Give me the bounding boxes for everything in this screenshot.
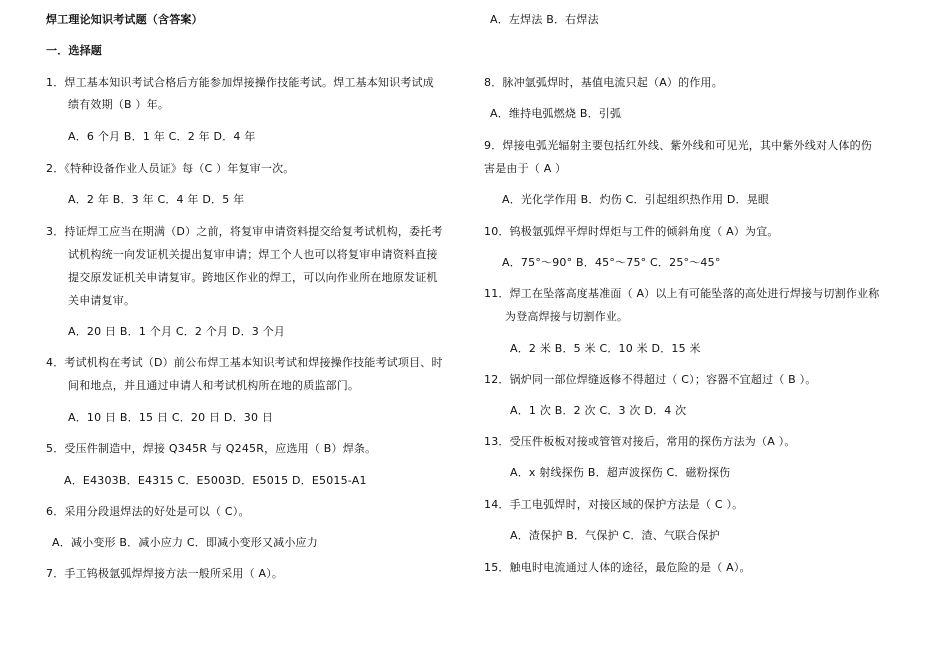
q14-options: A．渣保护 B．气保护 C．渣、气联合保护 <box>510 529 720 542</box>
q2-options: A．2 年 B．3 年 C．4 年 D．5 年 <box>68 193 245 206</box>
q2-text-line1: 2．《特种设备作业人员证》每（C ）年复审一次。 <box>46 162 295 175</box>
q9-text-line2: 害是由于（ A ） <box>484 162 567 175</box>
q13-text-line1: 13．受压件板板对接或管管对接后，常用的探伤方法为（A ）。 <box>484 435 796 448</box>
q3-text-line2: 试机构统一向发证机关提出复审申请；焊工个人也可以将复审申请资料直接 <box>68 248 438 261</box>
q3-text-line3: 提交原发证机关申请复审。跨地区作业的焊工，可以向作业所在地原发证机 <box>68 271 438 284</box>
q4-text-line2: 间和地点，并且通过申请人和考试机构所在地的质监部门。 <box>68 379 360 392</box>
section-heading: 一．选择题 <box>46 44 102 57</box>
doc-title: 焊工理论知识考试题（含答案） <box>46 13 203 26</box>
q15-text-line1: 15．触电时电流通过人体的途径，最危险的是（ A）。 <box>484 561 751 574</box>
q5-text-line1: 5．受压件制造中，焊接 Q345R 与 Q245R，应选用（ B）焊条。 <box>46 442 377 455</box>
q8-text-line1: 8．脉冲氩弧焊时，基值电流只起（A）的作用。 <box>484 76 723 89</box>
q11-text-line1: 11．焊工在坠落高度基准面（ A）以上有可能坠落的高处进行焊接与切割作业称 <box>484 287 880 300</box>
q12-options: A．1 次 B．2 次 C．3 次 D．4 次 <box>510 404 687 417</box>
q4-text-line1: 4．考试机构在考试（D）前公布焊工基本知识考试和焊接操作技能考试项目、时 <box>46 356 443 369</box>
q1-text-line1: 1．焊工基本知识考试合格后方能参加焊接操作技能考试。焊工基本知识考试成 <box>46 76 434 89</box>
q9-options: A．光化学作用 B．灼伤 C．引起组织热作用 D．晃眼 <box>502 193 770 206</box>
q6-text-line1: 6．采用分段退焊法的好处是可以（ C）。 <box>46 505 250 518</box>
q14-text-line1: 14．手工电弧焊时，对接区域的保护方法是（ C ）。 <box>484 498 744 511</box>
q9-text-line1: 9．焊接电弧光辐射主要包括红外线、紫外线和可见光，其中紫外线对人体的伤 <box>484 139 872 152</box>
q10-options: A．75°～90° B．45°～75° C．25°～45° <box>502 256 721 269</box>
q1-options: A．6 个月 B．1 年 C．2 年 D．4 年 <box>68 130 256 143</box>
q12-text-line1: 12．锅炉同一部位焊缝返修不得超过（ C）；容器不宜超过（ B ）。 <box>484 373 817 386</box>
q1-text-line2: 绩有效期（B ）年。 <box>68 98 170 111</box>
q10-text-line1: 10．钨极氩弧焊平焊时焊炬与工件的倾斜角度（ A）为宜。 <box>484 225 779 238</box>
q6-options: A．减小变形 B．减小应力 C．即减小变形又减小应力 <box>52 536 318 549</box>
q5-options: A．E4303B．E4315 C．E5003D．E5015 D．E5015-A1 <box>64 474 367 487</box>
q7-text-line1: 7．手工钨极氩弧焊焊接方法一般所采用（ A）。 <box>46 567 284 580</box>
q11-options: A．2 米 B．5 米 C．10 米 D．15 米 <box>510 342 701 355</box>
q4-options: A．10 日 B．15 日 C．20 日 D．30 日 <box>68 411 274 424</box>
q3-text-line1: 3．持证焊工应当在期满（D）之前，将复审申请资料提交给复考试机构，委托考 <box>46 225 443 238</box>
q7-options: A．左焊法 B．右焊法 <box>490 13 599 26</box>
q13-options: A．x 射线探伤 B．超声波探伤 C．磁粉探伤 <box>510 466 731 479</box>
q11-text-line2: 为登高焊接与切割作业。 <box>505 310 629 323</box>
q3-options: A．20 日 B．1 个月 C．2 个月 D．3 个月 <box>68 325 286 338</box>
q8-options: A．维持电弧燃烧 B．引弧 <box>490 107 622 120</box>
q3-text-line4: 关申请复审。 <box>68 294 136 307</box>
